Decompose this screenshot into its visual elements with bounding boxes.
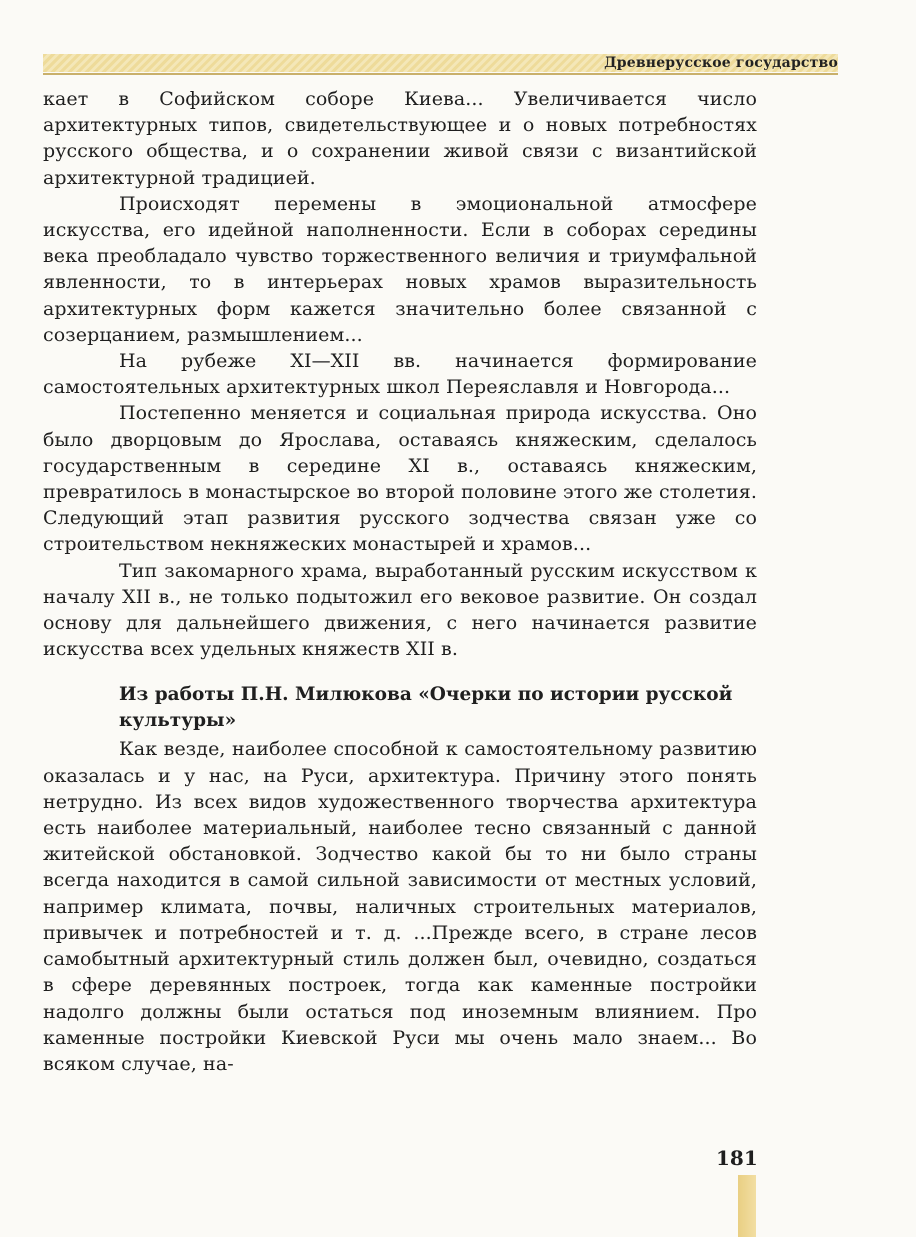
paragraph: На рубеже XI—XII вв. начинается формирование самостоятельных архитектурных школ Переяславля и Новгорода...	[43, 350, 757, 399]
section-heading: Из работы П.Н. Милюкова «Очерки по истории русской культуры»	[119, 684, 733, 732]
paragraph: Постепенно меняется и социальная природа искусства. Оно было дворцовым до Ярослава, оставаясь княжеским, сделалось государственным в середине XI в., оставаясь княжеским, превратилось в монастырское во второй половине этого же столетия. Следующий этап развития русского зодчества связан уже со строительством некняжеских монастырей и храмов...	[43, 402, 757, 556]
paragraph: Происходят перемены в эмоциональной атмосфере искусства, его идейной наполненности. Если в соборах середины века преобладало чувство торжественного величия и триумфальной явленности, то в интерьерах новых храмов выразительность архитектурных форм кажется значительно более связанной с созерцанием, размышлением...	[43, 192, 757, 346]
page-body	[43, 86, 757, 1077]
paragraph: Тип закомарного храма, выработанный русским искусством к началу XII в., не только подытожил его вековое развитие. Он создал основу для дальнейшего движения, с него начинается развитие искусства всех удельных княжеств XII в.	[43, 559, 757, 661]
paragraph: Как везде, наиболее способной к самостоятельному развитию оказалась и у нас, на Руси, архитектура. Причину этого понять нетрудно. Из всех видов художественного творчества архитектура есть наиболее материальный, наиболее тесно связанный с данной житейской обстановкой. Зодчество какой бы то ни было страны всегда находится в самой сильной зависимости от местных условий, например климата, почвы, наличных строительных материалов, привычек и потребностей и т. д. ...Прежде всего, в стране лесов самобытный архитектурный стиль должен был, очевидно, создаться в сфере деревянных построек, тогда как каменные постройки надолго должны были остаться под иноземным влиянием. Про каменные постройки Киевской Руси мы очень мало знаем... Во всяком случае, на-	[43, 738, 757, 1075]
running-head: Древнерусское государство	[604, 55, 838, 71]
running-head-rule	[43, 73, 838, 75]
paragraph: кает в Софийском соборе Киева... Увеличивается число архитектурных типов, свидетельствующее и о новых потребностях русского общества, и о сохранении живой связи с византийской архитектурной традицией.	[43, 88, 757, 189]
page-edge-marker	[738, 1175, 756, 1237]
page-number: 181	[716, 1146, 758, 1170]
